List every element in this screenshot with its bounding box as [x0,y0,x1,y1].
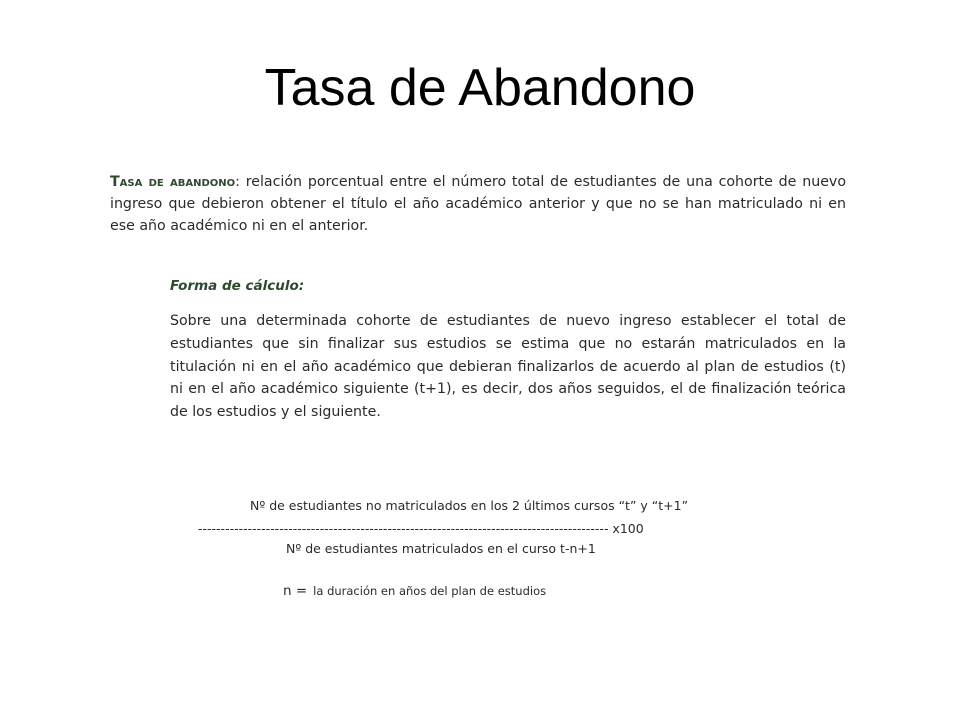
formula-numerator: Nº de estudiantes no matriculados en los 2 últimos cursos “t” y “t+1” [250,498,689,513]
definition-term: Tasa de abandono [110,174,236,190]
formula-fraction-line: ------------------------------------------------------------------------------------------- x100 [198,521,644,536]
calculation-body: Sobre una determinada cohorte de estudiantes de nuevo ingreso establecer el total de estudiantes que sin finalizar sus estudios se estima que no estarán matriculados en la titulación ni en el año académico que debieran finalizarlos de acuerdo al plan de estudios (t) ni en el año académico siguiente (t+1), es decir, dos años seguidos, el de finalización teórica de los estudios y el siguiente. [170,313,846,421]
definition-paragraph [110,171,846,237]
calculation-heading: Forma de cálculo: [170,278,305,294]
note-variable: n = [283,583,308,599]
formula-note [283,580,546,599]
definition-separator: : [235,174,240,190]
slide-title: Tasa de Abandono [264,59,696,117]
formula-denominator: Nº de estudiantes matriculados en el curso t-n+1 [286,541,596,556]
note-text: la duración en años del plan de estudios [313,584,547,598]
definition-text: relación porcentual entre el número total de estudiantes de una cohorte de nuevo ingreso que debieron obtener el título el año académico anterior y que no se han matriculado ni en ese año académico ni en el anterior. [110,174,846,234]
